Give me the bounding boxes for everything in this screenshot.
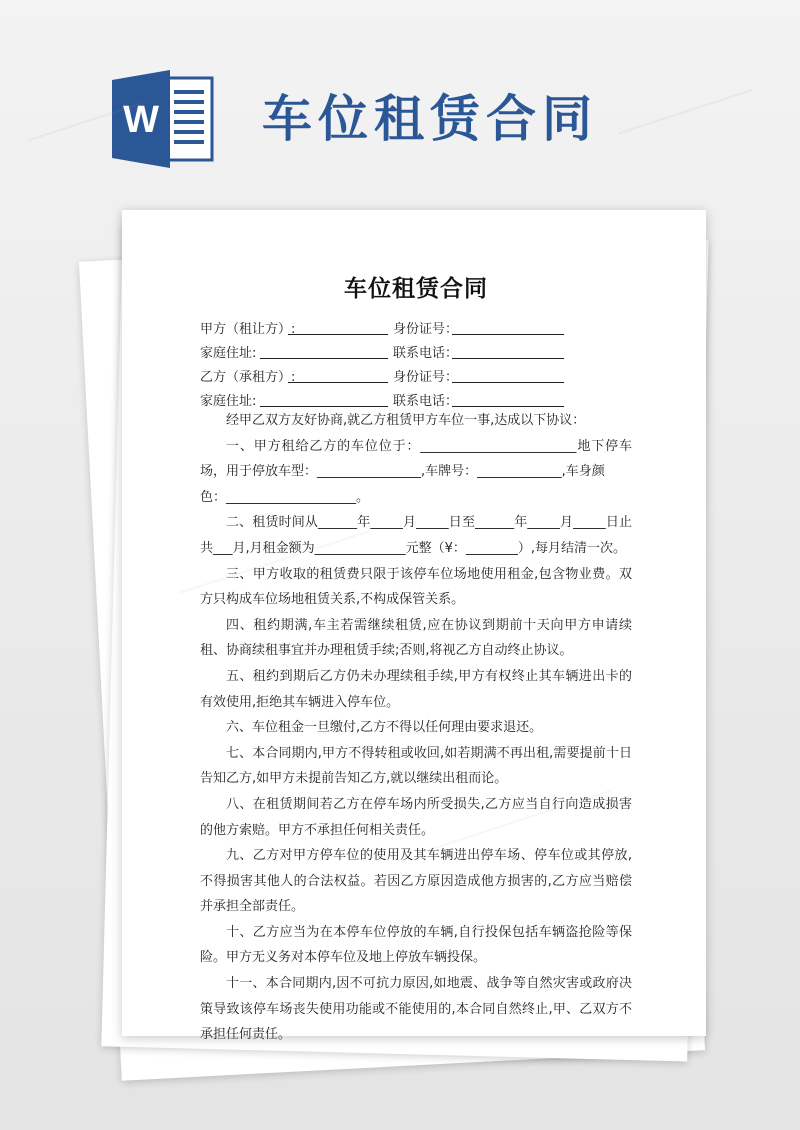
paragraph: 七、本合同期内,甲方不得转租或收回,如若期满不再出租,需要提前十日告知乙方,如甲方未提前告知乙方,就以继续出租而论。 (200, 745, 632, 787)
blank-line (452, 358, 564, 359)
blank-line (452, 406, 564, 407)
party-label: 甲方（租让方）: (200, 322, 296, 337)
word-document-icon (112, 70, 214, 168)
paragraph: 色：____________________。 (200, 489, 370, 505)
paragraph: 二、租赁时间从______年_____月_____日至______年_____月_____日止共___月,月租金额为______________元整（¥：________）,每月结清一次。 (200, 515, 632, 556)
document-title: 车位租赁合同 (344, 276, 488, 302)
contract-body (200, 408, 632, 1048)
paragraph: 九、乙方对甲方停车位的使用及其车辆进出停车场、停车位或其停放,不得损害其他人的合法权益。若因乙方原因造成他方损害的,乙方应当赔偿并承担全部责任。 (200, 848, 632, 915)
party-row (200, 366, 640, 390)
blank-line (288, 382, 388, 383)
party-label: 身份证号： (393, 322, 459, 337)
party-row (200, 318, 640, 342)
paragraph: 十、乙方应当为在本停车位停放的车辆,自行投保包括车辆盗抢险等保险。甲方无义务对本停车位及地上停放车辆投保。 (200, 924, 632, 966)
blank-line (260, 406, 388, 407)
party-label: 联系电话： (393, 346, 459, 361)
paragraph: 三、甲方收取的租赁费只限于该停车位场地使用租金,包含物业费。双方只构成车位场地租赁关系,不构成保管关系。 (200, 566, 632, 608)
blank-line (452, 334, 564, 335)
party-label: 家庭住址: (200, 394, 257, 409)
word-icon-letter: W (123, 99, 159, 141)
paragraph: 经甲乙双方友好协商,就乙方租赁甲方车位一事,达成以下协议： (226, 413, 586, 428)
paragraph: 一、甲方租给乙方的车位位于：________________________地下停车场，用于停放车型：________________,车牌号：_____________,车身颜 (200, 438, 632, 480)
paragraph: 五、租约到期后乙方仍未办理续租手续,甲方有权终止其车辆进出卡的有效使用,拒绝其车辆进入停车位。 (200, 668, 632, 710)
header-title: 车位租赁合同 (262, 90, 598, 148)
party-row (200, 342, 640, 366)
blank-line (288, 334, 388, 335)
party-label: 家庭住址: (200, 346, 257, 361)
party-label: 联系电话： (393, 394, 459, 409)
blank-line (260, 358, 388, 359)
party-label: 身份证号： (393, 370, 459, 385)
paragraph: 十一、本合同期内,因不可抗力原因,如地震、战争等自然灾害或政府决策导致该停车场丧失使用功能或不能使用的,本合同自然终止,甲、乙双方不承担任何责任。 (200, 976, 632, 1043)
paragraph: 六、车位租金一旦缴付,乙方不得以任何理由要求退还。 (226, 720, 543, 736)
paragraph: 四、租约期满,车主若需继续租赁,应在协议到期前十天向甲方申请续租、协商续租事宜并办理租赁手续;否则,将视乙方自动终止协议。 (200, 617, 632, 659)
paragraph: 八、在租赁期间若乙方在停车场内所受损失,乙方应当自行向造成损害的他方索赔。甲方不承担任何相关责任。 (200, 796, 632, 838)
party-label: 乙方（承租方）: (200, 370, 296, 385)
blank-line (452, 382, 564, 383)
